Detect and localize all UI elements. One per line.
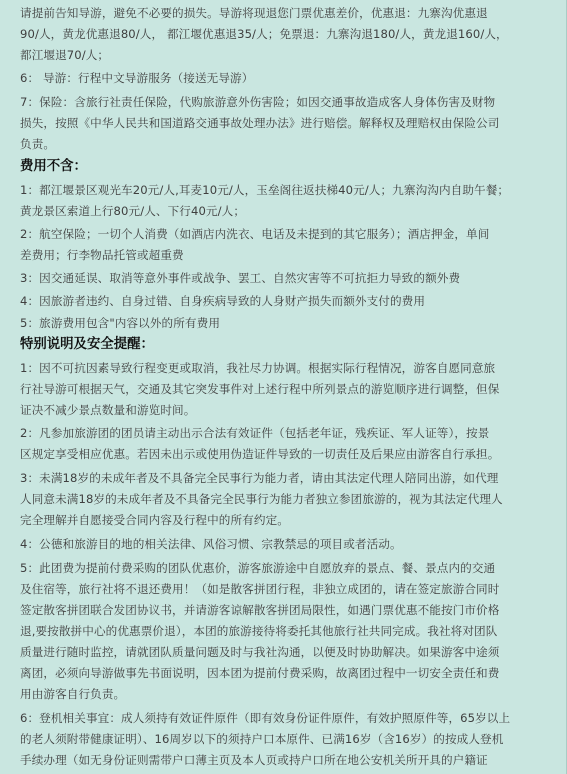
text-line: 行社导游可根据天气，交通及其它突发事件对上述行程中所列景点的游览顺序进行调整，但保: [20, 382, 500, 396]
text-line: 损失，按照《中华人民共和国道路交通事故处理办法》进行赔偿。解释权及理赔权由保险公司: [20, 116, 500, 130]
text-line: 都江堰退70/人；: [20, 48, 110, 62]
text-line: 用由游客自行负责。: [20, 687, 126, 701]
text-line: 7：保险：含旅行社责任保险，代购旅游意外伤害险；如因交通事故造成客人身体伤害及财物: [20, 95, 496, 109]
text-line: 的老人须附带健康证明）、16周岁以下的须持户口本原件、已满16岁（含16岁）的按成人登机: [20, 732, 504, 746]
text-line: 手续办理（如无身份证则需带户口薄主页及本人页或持户口所在地公安机关所开具的户籍证: [20, 753, 488, 767]
text-line: 区规定享受相应优惠。若因未出示或使用伪造证件导致的一切责任及后果应由游客自行承担。: [20, 447, 500, 461]
text-line: 6： 导游：行程中文导游服务（接送无导游）: [20, 71, 254, 85]
text-line: 退,要按散拼中心的优惠票价退），本团的旅游接待将委托其他旅行社共同完成。我社将对团队: [20, 624, 498, 638]
text-line: 2：航空保险；一切个人消费（如酒店内洗衣、电话及未提到的其它服务）；酒店押金，单间: [20, 227, 490, 241]
text-line: 黄龙景区索道上行80元/人、下行40元/人；: [20, 204, 246, 218]
section-heading-special-notes: 特别说明及安全提醒：: [20, 337, 154, 352]
text-line: 1：都江堰景区观光车20元/人,耳麦10元/人，玉垒阁往返扶梯40元/人；九寨沟沟内自助午餐；: [20, 183, 510, 197]
text-line: 3：未满18岁的未成年者及不具备完全民事行为能力者，请由其法定代理人陪同出游，如代理: [20, 471, 499, 485]
text-line: 完全理解并自愿接受合同内容及行程中的所有约定。: [20, 513, 289, 527]
text-line: 质量进行随时监控，请就团队质量问题及时与我社沟通，以便及时协助解决。如果游客中途须: [20, 645, 500, 659]
text-line: 请提前告知导游，避免不必要的损失。导游将现退您门票优惠差价，优惠退：九寨沟优惠退: [20, 6, 488, 20]
text-line: 4：因旅游者违约、自身过错、自身疾病导致的人身财产损失而额外支付的费用: [20, 294, 426, 308]
text-line: 证决不减少景点数量和游览时间。: [20, 403, 196, 417]
text-line: 5：此团费为提前付费采购的团队优惠价，游客旅游途中自愿放弃的景点、餐、景点内的交通: [20, 561, 496, 575]
text-line: 签定散客拼团联合发团协议书，并请游客谅解散客拼团局限性，如遇门票优惠不能按门市价格: [20, 603, 500, 617]
text-line: 负责。: [20, 137, 56, 151]
text-line: 5：旅游费用包含"内容以外的所有费用: [20, 316, 221, 330]
text-line: 离团，必须向导游做事先书面说明，因本团为提前付费采购，故离团过程中一切安全责任和费: [20, 666, 500, 680]
text-line: 90/人，黄龙优惠退80/人， 都江堰优惠退35/人；免票退：九寨沟退180/人，黄龙退160/人，: [20, 27, 508, 41]
text-line: 1：因不可抗因素导致行程变更或取消，我社尽力协调。根据实际行程情况，游客自愿同意旅: [20, 361, 496, 375]
text-line: 差费用；行李物品托管或超重费: [20, 248, 184, 262]
text-line: 及住宿等，旅行社将不退还费用！（如是散客拼团行程，非独立成团的，请在签定旅游合同时: [20, 582, 500, 596]
text-line: 2：凡参加旅游团的团员请主动出示合法有效证件（包括老年证，残疾证、军人证等），按景: [20, 426, 490, 440]
text-line: 3：因交通延误、取消等意外事件或战争、罢工、自然灾害等不可抗拒力导致的额外费: [20, 271, 461, 285]
text-line: 6：登机相关事宜：成人须持有效证件原件（即有效身份证件原件，有效护照原件等，65岁以上: [20, 711, 511, 725]
text-line: 4：公德和旅游目的地的相关法律、风俗习惯、宗教禁忌的项目或者活动。: [20, 537, 402, 551]
section-heading-fees-excluded: 费用不含：: [20, 159, 87, 174]
text-line: 人同意未满18岁的未成年者及不具备完全民事行为能力者独立参团旅游的，视为其法定代理人: [20, 492, 503, 506]
